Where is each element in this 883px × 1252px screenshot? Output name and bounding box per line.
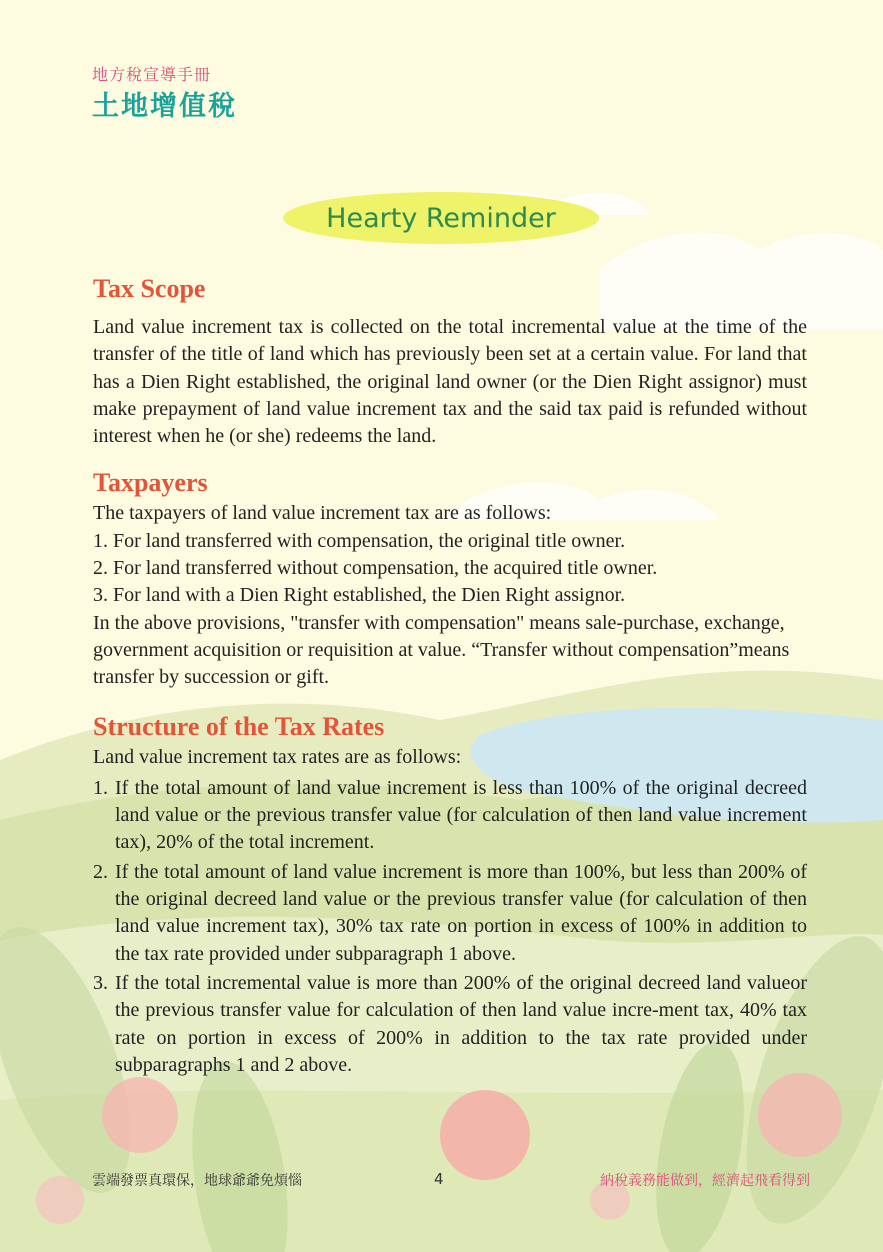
page-number: 4 (434, 1170, 444, 1188)
taxpayers-item: 3. For land with a Dien Right established, the Dien Right assignor. (93, 584, 626, 607)
tax-rate-text: If the total incremental value is more than 200% of the original decreed land valueor the previous transfer value for calculation of then land value incre-ment tax, 40% tax rate on portion in excess of 200% in addition to the tax rate provided under subparagraphs 1 and 2 above. (115, 971, 807, 1076)
taxpayers-heading: Taxpayers (93, 468, 208, 498)
tax-rates-intro: Land value increment tax rates are as follows: (93, 745, 462, 768)
tax-rate-number: 2. (93, 860, 108, 883)
tax-scope-body: Land value increment tax is collected on the total incremental value at the time of the transfer of the title of land which has previously been set at a certain value. For land that has a Dien Right established, the original land owner (or the Dien Right assignor) must make prepayment of land value increment tax and the said tax paid is refunded without interest when he (or she) redeems the land. (93, 316, 807, 448)
tax-scope-heading: Tax Scope (93, 274, 206, 303)
footer-slogan-right: 納稅義務能做到，經濟起飛看得到 (600, 1173, 810, 1189)
footer-slogan-left: 雲端發票真環保，地球爺爺免煩惱 (92, 1173, 302, 1189)
taxpayers-note: In the above provisions, "transfer with compensation" means sale-purchase, exchange, government acquisition or requisition at value. “Transfer without compensation”means transfer by succession or gift. (93, 611, 790, 689)
tax-rate-text: If the total amount of land value increment is more than 100%, but less than 200% of the original decreed land value or the previous transfer value (for calculation of then land value increment tax), 30% tax rate on portion in excess of 100% in addition to the tax rate provided under subparagraph 1 above. (115, 860, 807, 965)
tax-rate-number: 1. (93, 776, 108, 799)
taxpayers-item: 2. For land transferred without compensation, the acquired title owner. (93, 557, 658, 580)
tax-rates-list (93, 775, 807, 1079)
tax-rate-item (93, 859, 807, 968)
handbook-subtitle: 地方稅宣導手冊 (92, 65, 212, 84)
taxpayers-item: 1. For land transferred with compensation, the original title owner. (93, 529, 626, 552)
tax-rate-item (93, 970, 807, 1079)
tax-scope-section (93, 272, 807, 450)
handbook-title: 土地增值稅 (92, 91, 237, 122)
taxpayers-section (93, 466, 807, 691)
tax-rates-heading: Structure of the Tax Rates (93, 711, 385, 741)
tax-rate-item (93, 775, 807, 857)
taxpayers-intro: The taxpayers of land value increment tax are as follows: (93, 502, 552, 525)
hearty-reminder-banner (283, 192, 599, 244)
tax-rate-text: If the total amount of land value increment is less than 100% of the original decreed land value or the previous transfer value (for calculation of then land value increment tax), 20% of the total increment. (115, 776, 807, 854)
tax-rates-section (93, 710, 807, 1080)
main-content (93, 272, 807, 1081)
banner-label: Hearty Reminder (326, 202, 556, 234)
tax-rate-number: 3. (93, 971, 108, 994)
